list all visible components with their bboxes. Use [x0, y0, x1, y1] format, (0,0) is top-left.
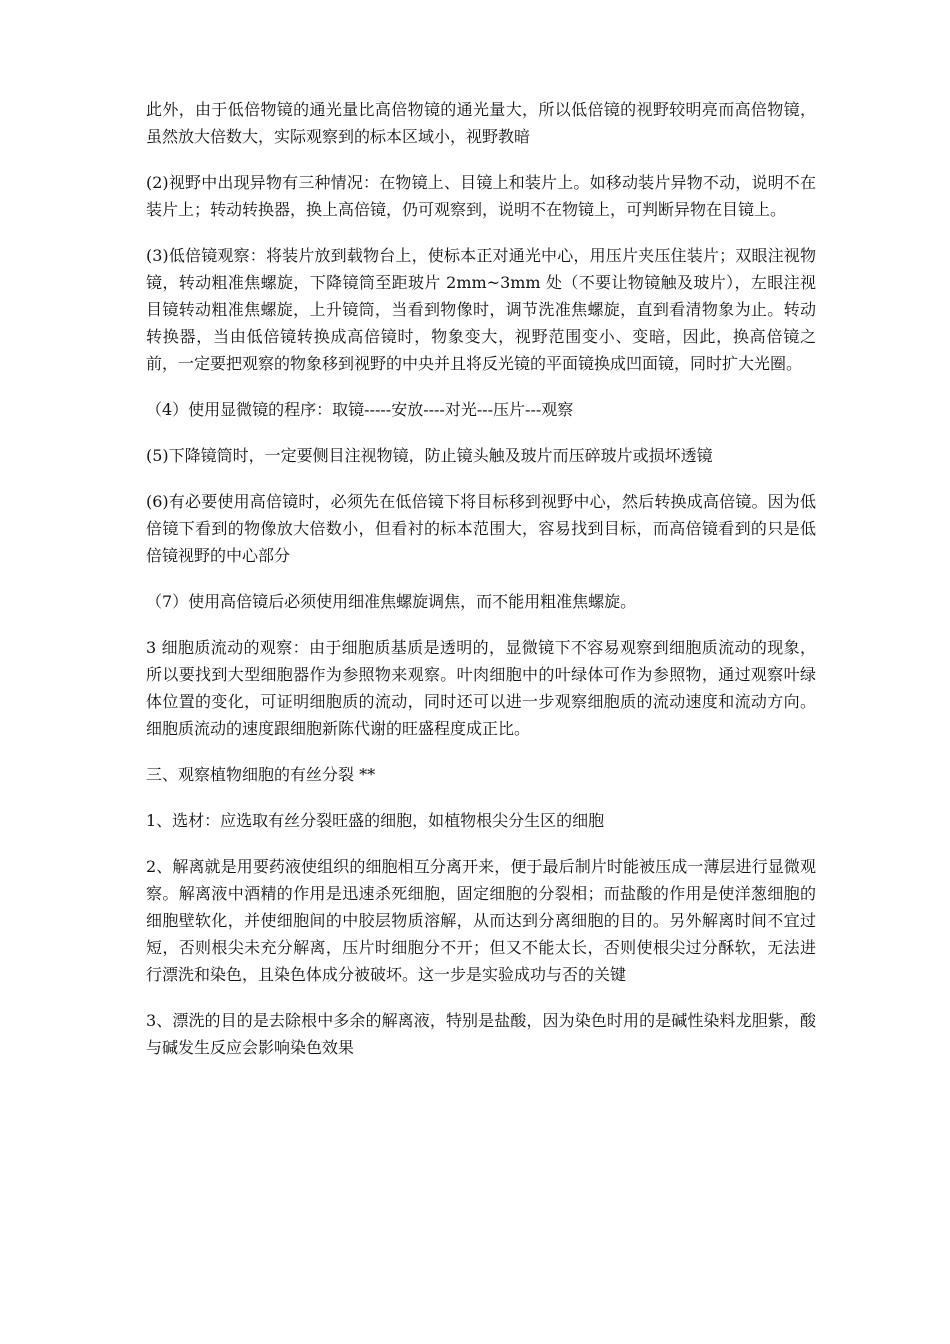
paragraph-rinsing: 3、漂洗的目的是去除根中多余的解离液，特别是盐酸，因为染色时用的是碱性染料龙胆紫，酸与碱发生反应会影响染色效果: [146, 1011, 816, 1057]
paragraph-foreign-object: (2)视野中出现异物有三种情况：在物镜上、目镜上和装片上。如移动装片异物不动，说明不在装片上；转动转换器，换上高倍镜，仍可观察到，说明不在物镜上，可判断异物在目镜上。: [146, 173, 816, 219]
paragraph-fine-focus: （7）使用高倍镜后必须使用细准焦螺旋调焦，而不能用粗准焦螺旋。: [146, 592, 637, 611]
paragraph-material-selection: 1、选材：应选取有丝分裂旺盛的细胞，如植物根尖分生区的细胞: [146, 811, 605, 830]
paragraph-microscope-procedure: （4）使用显微镜的程序：取镜-----安放----对光---压片---观察: [146, 400, 574, 419]
document-page: [146, 96, 816, 1080]
section-heading-mitosis: 三、观察植物细胞的有丝分裂 **: [146, 765, 376, 784]
paragraph-dissociation: 2、解离就是用要药液使组织的细胞相互分离开来，便于最后制片时能被压成一薄层进行显微观察。解离液中酒精的作用是迅速杀死细胞，固定细胞的分裂相；而盐酸的作用是使洋葱细胞的细胞壁软化，并使细胞间的中胶层物质溶解，从而达到分离细胞的目的。另外解离时间不宜过短，否则根尖未充分解离，压片时细胞分不开；但又不能太长，否则使根尖过分酥软，无法进行漂洗和染色，且染色体成分被破坏。这一步是实验成功与否的关键: [146, 857, 816, 984]
paragraph-cytoplasm-streaming: 3 细胞质流动的观察：由于细胞质基质是透明的，显微镜下不容易观察到细胞质流动的现象，所以要找到大型细胞器作为参照物来观察。叶肉细胞中的叶绿体可作为参照物，通过观察叶绿体位置的变化，可证明细胞质的流动，同时还可以进一步观察细胞质的流动速度和流动方向。细胞质流动的速度跟细胞新陈代谢的旺盛程度成正比。: [146, 638, 816, 738]
paragraph-high-power-usage: (6)有必要使用高倍镜时，必须先在低倍镜下将目标移到视野中心，然后转换成高倍镜。因为低倍镜下看到的物像放大倍数小，但看衬的标本范围大，容易找到目标，而高倍镜看到的只是低倍镜视野的中心部分: [146, 492, 816, 565]
paragraph-lowering-tube: (5)下降镜筒时，一定要侧目注视物镜，防止镜头触及玻片而压碎玻片或损坏透镜: [146, 446, 713, 465]
paragraph-brightness: 此外，由于低倍物镜的通光量比高倍物镜的通光量大，所以低倍镜的视野较明亮而高倍物镜，虽然放大倍数大，实际观察到的标本区域小，视野教暗: [146, 100, 816, 146]
paragraph-low-power-observation: (3)低倍镜观察：将装片放到载物台上，使标本正对通光中心，用压片夹压住装片；双眼注视物镜，转动粗准焦螺旋，下降镜筒至距玻片 2mm~3mm 处（不要让物镜触及玻片），左眼注视目镜转动粗准焦螺旋，上升镜筒，当看到物像时，调节洗准焦螺旋，直到看清物象为止。转动转换器，当由低倍镜转换成高倍镜时，物象变大，视野范围变小、变暗，因此，换高倍镜之前，一定要把观察的物象移到视野的中央并且将反光镜的平面镜换成凹面镜，同时扩大光圈。: [146, 246, 816, 373]
